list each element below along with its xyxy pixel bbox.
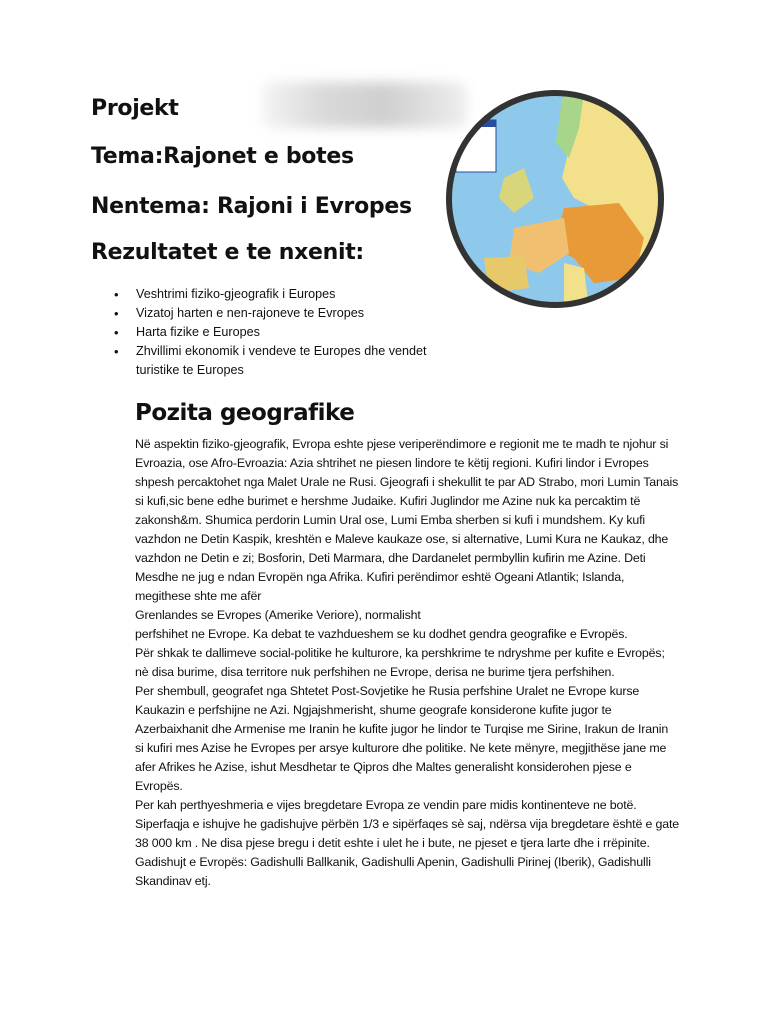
- paragraph: Per shembull, geografet nga Shtetet Post-Sovjetike he Rusia perfshine Uralet ne Evrope kurse Kaukazin e perfshijne ne Azi. Ngjajshmerisht, shume geografe konsiderone kufite jugor te Azerbaixhanit dhe Armenise me Iranin he kufite jugor he lindor te Turqise me Sirine, Irakun de Iranin si kufiri mes Azise he Evropes per arsye kulturore dhe politike. Ne kete mënyre, megjithëse jane me afer Afrikes he Azise, ishut Mesdhetar te Qipros dhe Maltes generalisht konsiderohen pjese e Evropës.: [135, 684, 669, 793]
- paragraph: Gadishujt e Evropës: Gadishulli Ballkanik, Gadishulli Apenin, Gadishulli Pirinej (Iberik), Gadishulli Skandinav etj.: [135, 855, 651, 888]
- section-body: [135, 435, 680, 891]
- europe-map-image: [444, 88, 666, 310]
- paragraph: Për shkak te dallimeve social-politike he kulturore, ka pershkrime te ndryshme per kufite e Evropës; nè disa burime, disa territore nuk perfshihen ne Evrope, derisa ne burime tjera perfshihen.: [135, 646, 665, 679]
- project-heading: Projekt: [91, 96, 179, 121]
- learning-results-heading: Rezultatet e te nxenit:: [91, 240, 364, 265]
- list-item: • Harta fizike e Europes: [110, 323, 430, 342]
- learning-outcomes-list: [110, 285, 430, 380]
- list-item: • Veshtrimi fiziko-gjeografik i Europes: [110, 285, 430, 304]
- topic-heading: Tema:Rajonet e botes: [91, 144, 354, 169]
- map-iberia: [484, 256, 529, 293]
- paragraph: Per kah perthyeshmeria e vijes bregdetare Evropa ze vendin pare midis kontinenteve ne botë. Siperfaqja e ishujve he gadishujve përbën 1/3 e sipërfaqes sè saj, ndërsa vija bregdetare është e gate 38 000 km . Ne disa pjese bregu i detit eshte i ulet he i bute, ne pjeset e tjera larte dhe i rrëpinite.: [135, 798, 680, 850]
- list-item: • Zhvillimi ekonomik i vendeve te Europes dhe vendet turistike te Europes: [110, 342, 430, 380]
- subtopic-heading: Nentema: Rajoni i Evropes: [91, 194, 412, 219]
- paragraph: Në aspektin fiziko-gjeografik, Evropa eshte pjese veriperëndimore e regionit me te madh te njohur si Evroazia, ose Afro-Evroazia: Azia shtrihet ne piesen lindore te këtij regioni. Kufiri lindor i Evropes shpesh percaktohet nga Malet Urale ne Rusi. Gjeografi i shekullit te par AD Strabo, mori Lumin Tanais si kufi,sic bene edhe burimet e hershme Judaike. Kufiri Juglindor me Azine nuk ka percaktim të zakonsh&m. Shumica perdorin Lumin Ural ose, Lumi Emba sherben si kufi i mundshem. Ky kufi vazhdon ne Detin Kaspik, kreshtën e Maleve kaukaze ose, si alternative, Lumi Kura ne Kaukaz, dhe vazhdon ne Detin e zi; Bosforin, Deti Marmara, dhe Dardanelet permbyllin kufirin me Azine. Deti Mesdhe ne jug e ndan Evropën nga Afrika. Kufiri perëndimor eshtë Ogeani Atlantik; Islanda, megithese shte me afër: [135, 437, 679, 603]
- list-item: • Vizatoj harten e nen-rajoneve te Evropes: [110, 304, 430, 323]
- paragraph: Grenlandes se Evropes (Amerike Veriore), normalisht: [135, 608, 421, 622]
- redacted-blur: [262, 82, 467, 128]
- section-title: Pozita geografike: [135, 400, 355, 426]
- paragraph: perfshihet ne Evrope. Ka debat te vazhdueshem se ku dodhet gendra geografike e Evropës.: [135, 627, 628, 641]
